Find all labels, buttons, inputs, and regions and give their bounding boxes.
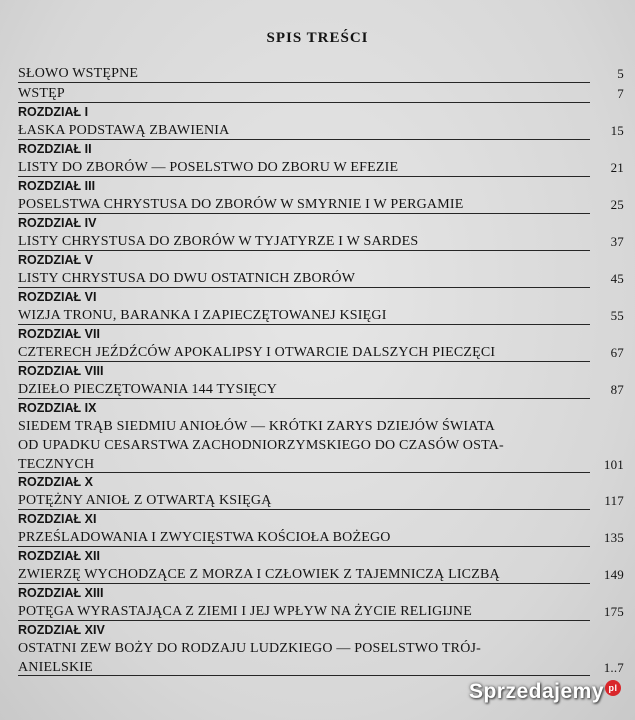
chapter-heading: ROZDZIAŁ II bbox=[18, 142, 92, 156]
chapter-heading: ROZDZIAŁ VI bbox=[18, 290, 97, 304]
leader-rule bbox=[18, 472, 590, 473]
leader-rule bbox=[18, 583, 590, 584]
toc-title: POSELSTWA CHRYSTUSA DO ZBORÓW W SMYRNIE I W PERGAMIE bbox=[18, 197, 464, 212]
toc-title-row bbox=[18, 491, 624, 511]
toc-title: ŁASKA PODSTAWĄ ZBAWIENIA bbox=[18, 123, 230, 138]
toc-title-row bbox=[18, 602, 624, 622]
leader-rule bbox=[18, 287, 590, 288]
leader-rule bbox=[18, 213, 590, 214]
toc-title: PRZEŚLADOWANIA I ZWYCIĘSTWA KOŚCIOŁA BOŻEGO bbox=[18, 530, 391, 545]
toc-entry bbox=[18, 326, 624, 363]
toc-title-row bbox=[18, 380, 624, 400]
chapter-heading: ROZDZIAŁ IX bbox=[18, 401, 97, 415]
toc-title: POTĘŻNY ANIOŁ Z OTWARTĄ KSIĘGĄ bbox=[18, 493, 272, 508]
table-of-contents bbox=[18, 64, 624, 677]
chapter-heading: ROZDZIAŁ VIII bbox=[18, 364, 104, 378]
toc-entry bbox=[18, 585, 624, 622]
page-number: 37 bbox=[610, 234, 624, 249]
toc-entry bbox=[18, 104, 624, 141]
leader-rule bbox=[18, 139, 590, 140]
toc-entry bbox=[18, 252, 624, 289]
page-number: 25 bbox=[610, 197, 624, 212]
toc-title: WSTĘP bbox=[18, 86, 65, 101]
page-number: 87 bbox=[610, 382, 624, 397]
toc-title: LISTY CHRYSTUSA DO DWU OSTATNICH ZBORÓW bbox=[18, 271, 356, 286]
chapter-heading: ROZDZIAŁ VII bbox=[18, 327, 100, 341]
toc-title-row bbox=[18, 639, 624, 677]
watermark-pl-badge: pl bbox=[605, 680, 621, 696]
toc-entry bbox=[18, 363, 624, 400]
chapter-heading: ROZDZIAŁ XIII bbox=[18, 586, 104, 600]
page-number: 21 bbox=[610, 160, 624, 175]
leader-rule bbox=[18, 675, 590, 676]
chapter-heading: ROZDZIAŁ XII bbox=[18, 549, 100, 563]
leader-rule bbox=[18, 82, 590, 83]
toc-entry bbox=[18, 178, 624, 215]
watermark-brand: Sprzedajemy bbox=[468, 680, 604, 703]
page-number: 1..7 bbox=[603, 660, 624, 675]
leader-rule bbox=[18, 324, 590, 325]
toc-title-row bbox=[18, 195, 624, 215]
toc-entry bbox=[18, 84, 624, 104]
leader-rule bbox=[18, 176, 590, 177]
page-number: 117 bbox=[604, 493, 624, 508]
leader-rule bbox=[18, 250, 590, 251]
toc-entry bbox=[18, 511, 624, 548]
chapter-heading: ROZDZIAŁ IV bbox=[18, 216, 97, 230]
page-number: 55 bbox=[610, 308, 624, 323]
toc-title-row bbox=[18, 565, 624, 585]
toc-title-line: OSTATNI ZEW BOŻY DO RODZAJU LUDZKIEGO — POSELSTWO TRÓJ- bbox=[18, 641, 482, 656]
leader-rule bbox=[18, 620, 590, 621]
leader-rule bbox=[18, 361, 590, 362]
page-number: 101 bbox=[603, 457, 624, 472]
page-number: 67 bbox=[610, 345, 624, 360]
page-number: 175 bbox=[603, 604, 624, 619]
page-number: 15 bbox=[610, 123, 624, 138]
leader-rule bbox=[18, 102, 590, 103]
toc-title-row bbox=[18, 84, 624, 104]
toc-entry bbox=[18, 622, 624, 677]
toc-title: LISTY CHRYSTUSA DO ZBORÓW W TYJATYRZE I W SARDES bbox=[18, 234, 419, 249]
toc-entry bbox=[18, 64, 624, 84]
toc-entry bbox=[18, 215, 624, 252]
toc-title-line: OD UPADKU CESARSTWA ZACHODNIORZYMSKIEGO DO CZASÓW OSTA- bbox=[18, 438, 504, 453]
toc-title-row bbox=[18, 528, 624, 548]
toc-title: POTĘGA WYRASTAJĄCA Z ZIEMI I JEJ WPŁYW NA ŻYCIE RELIGIJNE bbox=[18, 604, 472, 619]
toc-title: CZTERECH JEŹDŹCÓW APOKALIPSY I OTWARCIE DALSZYCH PIECZĘCI bbox=[18, 345, 496, 360]
leader-rule bbox=[18, 546, 590, 547]
chapter-heading: ROZDZIAŁ V bbox=[18, 253, 93, 267]
page-number: 7 bbox=[617, 86, 624, 101]
toc-title: SŁOWO WSTĘPNE bbox=[18, 66, 139, 81]
toc-title-row bbox=[18, 417, 624, 474]
toc-title: LISTY DO ZBORÓW — POSELSTWO DO ZBORU W EFEZIE bbox=[18, 160, 399, 175]
toc-entry bbox=[18, 548, 624, 585]
chapter-heading: ROZDZIAŁ XI bbox=[18, 512, 97, 526]
toc-title-row bbox=[18, 343, 624, 363]
page-number: 149 bbox=[603, 567, 624, 582]
toc-title-row bbox=[18, 232, 624, 252]
toc-title: ZWIERZĘ WYCHODZĄCE Z MORZA I CZŁOWIEK Z TAJEMNICZĄ LICZBĄ bbox=[18, 567, 500, 582]
page-title: SPIS TREŚCI bbox=[266, 30, 369, 46]
toc-title-row bbox=[18, 269, 624, 289]
page-number: 45 bbox=[610, 271, 624, 286]
toc-title: DZIEŁO PIECZĘTOWANIA 144 TYSIĘCY bbox=[18, 382, 278, 397]
toc-title-line: ANIELSKIE bbox=[18, 660, 93, 675]
toc-title-row bbox=[18, 306, 624, 326]
toc-entry bbox=[18, 141, 624, 178]
leader-rule bbox=[18, 398, 590, 399]
toc-title: WIZJA TRONU, BARANKA I ZAPIECZĘTOWANEJ KSIĘGI bbox=[18, 308, 387, 323]
leader-rule bbox=[18, 509, 590, 510]
toc-title-row bbox=[18, 64, 624, 84]
toc-title-row bbox=[18, 158, 624, 178]
chapter-heading: ROZDZIAŁ III bbox=[18, 179, 96, 193]
page-number: 5 bbox=[617, 66, 624, 81]
chapter-heading: ROZDZIAŁ XIV bbox=[18, 623, 105, 637]
chapter-heading: ROZDZIAŁ I bbox=[18, 105, 89, 119]
toc-entry bbox=[18, 400, 624, 474]
page-number: 135 bbox=[603, 530, 624, 545]
toc-title-line: SIEDEM TRĄB SIEDMIU ANIOŁÓW — KRÓTKI ZARYS DZIEJÓW ŚWIATA bbox=[18, 419, 495, 434]
toc-entry bbox=[18, 289, 624, 326]
chapter-heading: ROZDZIAŁ X bbox=[18, 475, 93, 489]
toc-title-line: TECZNYCH bbox=[18, 457, 95, 472]
toc-title-row bbox=[18, 121, 624, 141]
watermark-logo bbox=[469, 680, 621, 704]
toc-entry bbox=[18, 474, 624, 511]
